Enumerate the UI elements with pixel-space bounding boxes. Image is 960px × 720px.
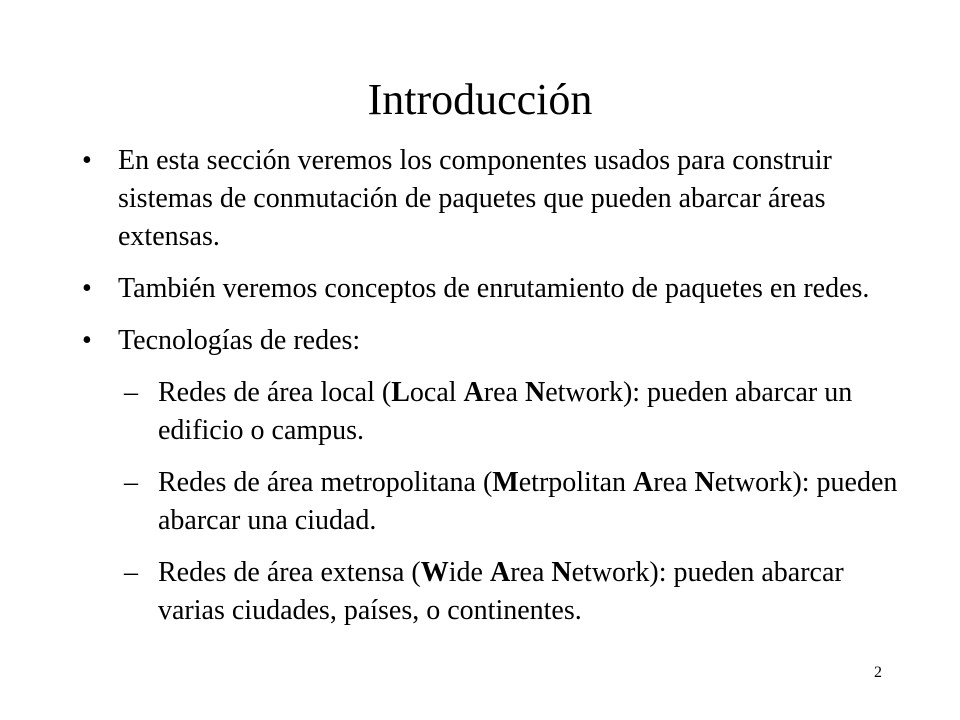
- acronym-letter: N: [524, 377, 546, 408]
- acronym-letter: N: [694, 467, 715, 498]
- text-segment: ide: [448, 557, 490, 588]
- text-segment: etwork): pueden abarcar varias ciudades, países, o continentes.: [158, 557, 844, 626]
- text-segment: rea: [510, 557, 552, 588]
- text-segment: ocal: [409, 377, 464, 408]
- text-segment: etwork): pueden abarcar una ciudad.: [158, 467, 898, 536]
- text-segment: Redes de área extensa (: [158, 557, 421, 588]
- dash-marker: –: [124, 377, 138, 408]
- sub-bullet-text: [158, 557, 844, 626]
- bullet-item: [80, 270, 900, 308]
- text-segment: rea: [653, 467, 695, 498]
- bullet-marker: •: [82, 145, 92, 176]
- text-segment: Redes de área metropolitana (: [158, 467, 493, 498]
- bullet-text: En esta sección veremos los componentes usados para construir sistemas de conmutación de paquetes que pueden abarcar áreas extensas.: [118, 145, 832, 252]
- bullet-item: [80, 322, 900, 360]
- sub-bullet-item: [124, 554, 900, 630]
- bullet-text: Tecnologías de redes:: [118, 325, 361, 356]
- bullet-marker: •: [82, 273, 92, 304]
- dash-marker: –: [124, 557, 138, 588]
- text-segment: etwork): pueden abarcar un edificio o campus.: [158, 377, 853, 446]
- bullet-item: [80, 142, 900, 256]
- dash-marker: –: [124, 467, 138, 498]
- slide-title: Introducción: [367, 75, 593, 124]
- sub-bullet-item: [124, 464, 900, 540]
- text-segment: etrpolitan: [518, 467, 634, 498]
- slide-body: [80, 142, 900, 644]
- acronym-letter: A: [463, 377, 484, 408]
- bullet-text: También veremos conceptos de enrutamiento de paquetes en redes.: [118, 273, 870, 304]
- acronym-letter: A: [633, 467, 654, 498]
- acronym-letter: L: [391, 377, 410, 408]
- sub-bullet-item: [124, 374, 900, 450]
- bullet-marker: •: [82, 325, 92, 356]
- text-segment: rea: [483, 377, 525, 408]
- acronym-letter: W: [420, 557, 449, 588]
- acronym-letter: N: [551, 557, 572, 588]
- sub-bullet-text: [158, 467, 897, 536]
- acronym-letter: A: [489, 557, 511, 588]
- text-segment: Redes de área local (: [158, 377, 392, 408]
- acronym-letter: M: [492, 467, 519, 498]
- sub-bullet-text: [158, 377, 852, 446]
- page-number: 2: [874, 664, 882, 681]
